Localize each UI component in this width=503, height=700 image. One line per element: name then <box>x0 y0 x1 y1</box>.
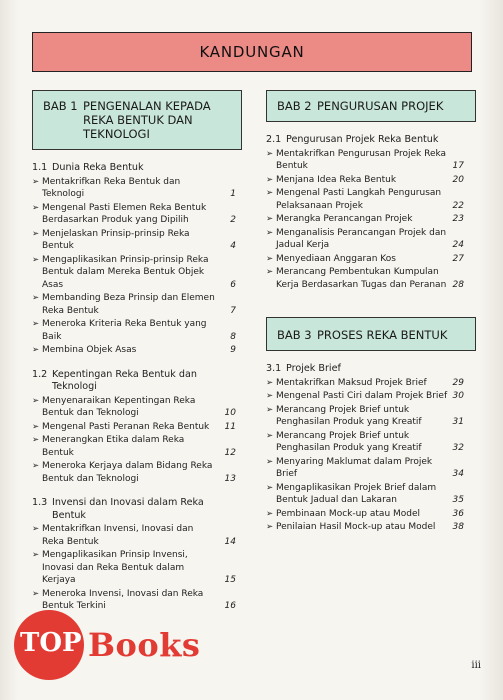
chapter-3-toc <box>266 363 476 534</box>
toc-entry <box>266 377 476 390</box>
entry-page-number: 15 <box>224 575 236 585</box>
entry-page-number: 9 <box>230 345 236 355</box>
entry-text: Mengenal Pasti Langkah Pengurusan Pelaksanaan Projek <box>276 188 442 211</box>
toc-entry <box>266 390 476 403</box>
entry-page-number: 10 <box>224 408 236 418</box>
entry-text: Mentakrifkan Maksud Projek Brief <box>276 377 427 388</box>
bullet-arrow-icon: ➢ <box>32 421 40 432</box>
entry-page-number: 6 <box>230 279 236 290</box>
entry-page-number: 35 <box>452 495 464 505</box>
entry-text: Membina Objek Asas <box>42 345 137 355</box>
bullet-arrow-icon: ➢ <box>32 293 40 303</box>
entry-text: Menganalisis Perancangan Projek dan Jadual Kerja <box>276 227 447 250</box>
entry-page-number: 24 <box>452 240 464 250</box>
entry-text: Mengenal Pasti Elemen Reka Bentuk Berdasarkan Produk yang Dipilih <box>42 202 207 225</box>
entry-page-number: 36 <box>452 508 464 519</box>
bullet-arrow-icon: ➢ <box>266 377 274 388</box>
bullet-arrow-icon: ➢ <box>32 345 40 355</box>
toc-entry <box>32 588 242 613</box>
toc-entry <box>32 434 242 459</box>
bullet-arrow-icon: ➢ <box>32 176 40 187</box>
entry-page-number: 14 <box>224 536 236 547</box>
entry-page-number: 28 <box>452 279 464 290</box>
bullet-arrow-icon: ➢ <box>32 395 40 406</box>
toc-entry <box>32 395 242 420</box>
entry-page-number: 1 <box>230 189 236 199</box>
entry-page-number: 32 <box>452 443 464 453</box>
entry-page-number: 16 <box>224 601 236 611</box>
page-number: iii <box>471 660 481 671</box>
bullet-arrow-icon: ➢ <box>266 227 274 238</box>
entry-text: Mengenal Pasti Peranan Reka Bentuk <box>42 421 210 432</box>
entry-text: Menyaring Maklumat dalam Projek Brief <box>276 456 433 479</box>
bullet-arrow-icon: ➢ <box>266 456 274 467</box>
section-title: Projek Brief <box>286 363 341 374</box>
toc-entry <box>266 213 476 226</box>
entry-page-number: 29 <box>452 377 464 388</box>
entry-page-number: 2 <box>230 215 236 225</box>
entry-text: Mengaplikasikan Projek Brief dalam Bentuk Jadual dan Lakaran <box>276 482 437 505</box>
section-number: 3.1 <box>266 363 282 374</box>
toc-entry <box>32 228 242 253</box>
bullet-arrow-icon: ➢ <box>32 228 40 239</box>
toc-entry <box>32 292 242 317</box>
entry-text: Mentakrifkan Pengurusan Projek Reka Bentuk <box>276 148 447 171</box>
entry-page-number: 7 <box>230 305 236 316</box>
toc-entry <box>32 460 242 485</box>
entry-text: Mengaplikasikan Prinsip Invensi, Inovasi dan Reka Bentuk dalam Kerjaya <box>42 550 188 585</box>
chapter-1-toc <box>32 162 242 613</box>
entry-text: Membanding Beza Prinsip dan Elemen Reka Bentuk <box>42 293 215 316</box>
toc-entry <box>32 254 242 292</box>
entry-text: Pembinaan Mock-up atau Model <box>276 508 421 519</box>
section-number: 1.3 <box>32 497 48 508</box>
entry-text: Menjana Idea Reka Bentuk <box>276 174 397 185</box>
bullet-arrow-icon: ➢ <box>32 550 40 560</box>
entry-text: Mengaplikasikan Prinsip-prinsip Reka Bentuk dalam Mereka Bentuk Objek Asas <box>42 254 209 290</box>
bullet-arrow-icon: ➢ <box>32 524 40 534</box>
section-number: 1.1 <box>32 162 48 173</box>
chapter-2-header <box>266 90 476 122</box>
bullet-arrow-icon: ➢ <box>32 435 40 445</box>
entry-text: Merangka Perancangan Projek <box>276 214 413 224</box>
section-title: Dunia Reka Bentuk <box>52 162 144 173</box>
entry-page-number: 30 <box>452 391 464 401</box>
toc-entry <box>266 430 476 455</box>
bullet-arrow-icon: ➢ <box>266 253 274 264</box>
chapter-2-toc <box>266 134 476 291</box>
chapter-title: PENGENALAN KEPADA REKA BENTUK DAN TEKNOLOGI <box>83 99 211 141</box>
toc-entry <box>32 202 242 227</box>
entry-page-number: 31 <box>452 417 464 427</box>
entry-text: Menjelaskan Prinsip-prinsip Reka Bentuk <box>42 228 190 251</box>
topbooks-logo <box>14 610 201 678</box>
bullet-arrow-icon: ➢ <box>266 148 274 159</box>
left-column <box>32 90 242 613</box>
entry-text: Merancang Projek Brief untuk Penghasilan Produk yang Kreatif <box>276 430 422 453</box>
section-title: Invensi dan Inovasi dalam Reka Bentuk <box>52 497 204 521</box>
entry-page-number: 4 <box>230 241 236 251</box>
toc-entry <box>266 174 476 187</box>
logo-books-text: Books <box>88 626 201 664</box>
section-title: Kepentingan Reka Bentuk dan Teknologi <box>52 368 197 392</box>
toc-entry <box>32 549 242 587</box>
entry-text: Merancang Projek Brief untuk Penghasilan Produk yang Kreatif <box>276 404 422 427</box>
bullet-arrow-icon: ➢ <box>266 404 274 415</box>
toc-entry <box>266 482 476 507</box>
entry-text: Mentakrifkan Invensi, Inovasi dan Reka Bentuk <box>42 524 194 547</box>
bullet-arrow-icon: ➢ <box>32 588 40 599</box>
bullet-arrow-icon: ➢ <box>32 319 40 329</box>
entry-text: Menyediaan Anggaran Kos <box>276 253 396 264</box>
toc-entry <box>32 176 242 201</box>
bullet-arrow-icon: ➢ <box>266 508 274 519</box>
bullet-arrow-icon: ➢ <box>266 188 274 198</box>
right-column <box>266 90 476 534</box>
chapter-1-header <box>32 90 242 150</box>
entry-page-number: 20 <box>452 174 464 185</box>
entry-text: Mengenal Pasti Ciri dalam Projek Brief <box>276 391 448 401</box>
toc-entry <box>32 421 242 434</box>
toc-entry <box>266 521 476 534</box>
entry-page-number: 34 <box>452 469 464 479</box>
entry-page-number: 8 <box>230 331 236 342</box>
entry-page-number: 22 <box>452 200 464 211</box>
toc-entry <box>266 148 476 173</box>
toc-entry <box>266 508 476 521</box>
bullet-arrow-icon: ➢ <box>266 522 274 532</box>
toc-entry <box>32 318 242 343</box>
entry-text: Meneroka Kerjaya dalam Bidang Reka Bentuk dan Teknologi <box>42 461 213 484</box>
section-heading <box>266 134 476 147</box>
bullet-arrow-icon: ➢ <box>266 214 274 224</box>
entry-page-number: 23 <box>452 214 464 224</box>
bullet-arrow-icon: ➢ <box>32 254 40 265</box>
entry-text: Meneroka Invensi, Inovasi dan Reka Bentuk Terkini <box>42 588 204 611</box>
entry-page-number: 11 <box>224 421 236 432</box>
section-heading <box>32 497 242 522</box>
entry-text: Menyenaraikan Kepentingan Reka Bentuk dan Teknologi <box>42 395 196 418</box>
chapter-3-header <box>266 317 476 351</box>
entry-text: Merancang Pembentukan Kumpulan Kerja Berdasarkan Tugas dan Peranan <box>276 267 447 290</box>
bullet-arrow-icon: ➢ <box>32 461 40 471</box>
chapter-title: PROSES REKA BENTUK <box>317 328 448 342</box>
chapter-title: PENGURUSAN PROJEK <box>317 99 444 113</box>
contents-title: KANDUNGAN <box>32 32 472 72</box>
bullet-arrow-icon: ➢ <box>266 267 274 277</box>
bullet-arrow-icon: ➢ <box>266 174 274 185</box>
bullet-arrow-icon: ➢ <box>266 391 274 401</box>
section-heading <box>266 363 476 376</box>
entry-page-number: 38 <box>452 522 464 532</box>
section-number: 2.1 <box>266 134 282 145</box>
chapter-number: BAB 2 <box>277 99 312 113</box>
toc-entry <box>266 253 476 266</box>
bullet-arrow-icon: ➢ <box>266 482 274 493</box>
entry-page-number: 27 <box>452 253 464 264</box>
section-number: 1.2 <box>32 368 48 380</box>
toc-entry <box>266 227 476 252</box>
chapter-number: BAB 3 <box>277 328 312 342</box>
section-heading <box>32 369 242 394</box>
entry-text: Penilaian Hasil Mock-up atau Model <box>276 522 436 532</box>
section-title: Pengurusan Projek Reka Bentuk <box>286 134 439 145</box>
entry-text: Menerangkan Etika dalam Reka Bentuk <box>42 435 185 458</box>
entry-page-number: 17 <box>452 161 464 171</box>
entry-page-number: 12 <box>224 447 236 458</box>
toc-entry <box>32 523 242 548</box>
entry-text: Meneroka Kriteria Reka Bentuk yang Baik <box>42 319 207 342</box>
section-heading <box>32 162 242 175</box>
toc-entry <box>266 266 476 291</box>
bullet-arrow-icon: ➢ <box>266 430 274 441</box>
toc-entry <box>32 344 242 357</box>
chapter-number: BAB 1 <box>43 99 78 113</box>
logo-top-text: TOP <box>20 628 82 658</box>
toc-entry <box>266 456 476 481</box>
entry-text: Mentakrifkan Reka Bentuk dan Teknologi <box>42 176 181 199</box>
bullet-arrow-icon: ➢ <box>32 202 40 213</box>
toc-entry <box>266 404 476 429</box>
toc-entry <box>266 187 476 212</box>
entry-page-number: 13 <box>224 473 236 484</box>
